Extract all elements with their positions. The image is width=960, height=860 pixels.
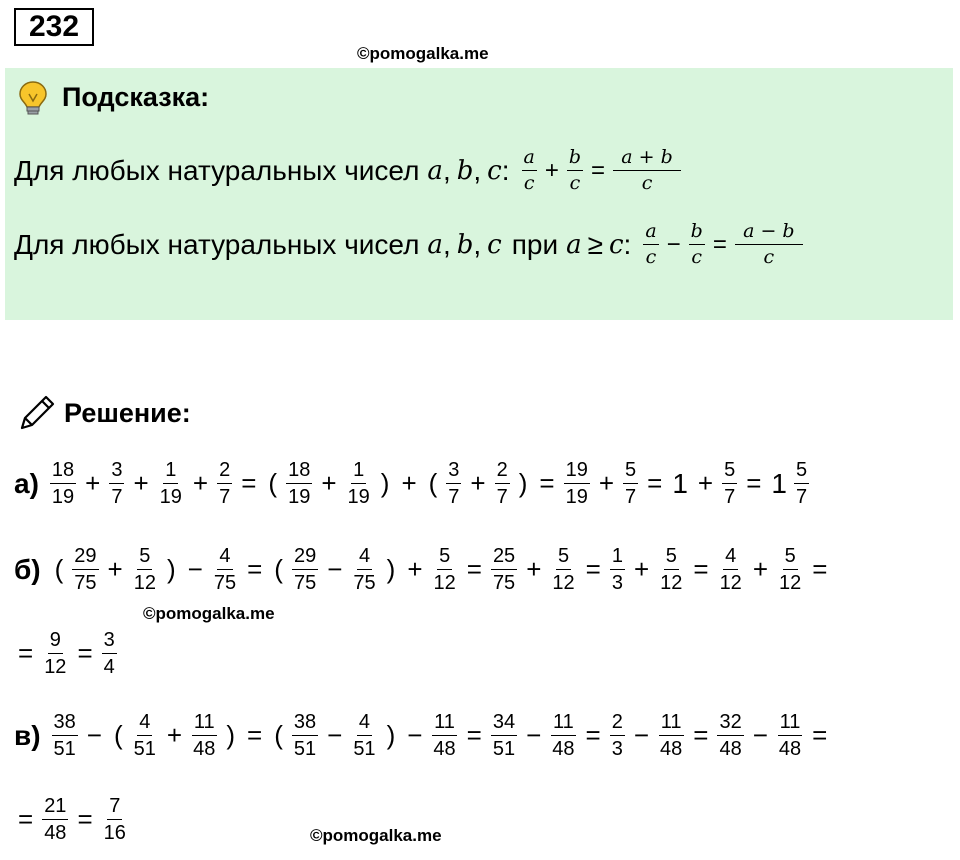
operator: = — [585, 554, 601, 584]
fraction — [495, 460, 510, 507]
operator: − — [752, 720, 768, 750]
denominator: 16 — [103, 822, 126, 844]
fraction — [102, 796, 128, 843]
var-c: c — [487, 229, 502, 260]
operator: − — [327, 554, 343, 584]
colon: : — [623, 228, 632, 260]
hint-line-1 — [14, 148, 684, 193]
denominator: 48 — [552, 738, 575, 760]
numerator: 4 — [357, 546, 372, 570]
expression-v-cont — [12, 796, 131, 843]
operator: + — [470, 468, 486, 498]
numerator: 25 — [491, 546, 517, 570]
fraction — [550, 712, 576, 759]
denominator: 75 — [293, 572, 317, 594]
fraction — [431, 712, 457, 759]
operator: = — [693, 720, 709, 750]
operator: ( — [274, 720, 283, 750]
denominator: 19 — [565, 486, 588, 508]
operator: − — [407, 720, 423, 750]
fraction: $\frac{a}{c}$ — [645, 220, 657, 268]
numerator: 1 — [163, 460, 178, 484]
fraction: $\frac{a}{c}$ — [523, 146, 535, 194]
denominator: 7 — [111, 486, 123, 508]
numerator: 2 — [495, 460, 510, 484]
hint-line-2 — [14, 222, 806, 267]
numerator: 29 — [72, 546, 98, 570]
fraction — [777, 712, 803, 759]
denominator: 12 — [779, 572, 802, 594]
denominator: 3 — [611, 738, 623, 760]
operator: + — [598, 468, 615, 498]
denominator: 12 — [433, 572, 456, 594]
numerator: 11 — [551, 712, 576, 736]
operator: ( — [274, 554, 283, 584]
operator: ( — [268, 468, 278, 498]
whole-number: 1 — [672, 467, 688, 499]
fraction — [158, 460, 184, 507]
operator: + — [401, 468, 417, 498]
fraction — [191, 712, 217, 759]
expression-b — [49, 546, 834, 593]
fraction — [610, 546, 625, 593]
fraction — [50, 460, 76, 507]
denominator: 75 — [213, 572, 237, 594]
operator: = — [241, 468, 257, 498]
operator: + — [166, 720, 183, 750]
fraction — [102, 630, 117, 677]
operator: ) — [386, 554, 396, 584]
operator: = — [693, 554, 709, 584]
operator: = — [77, 638, 93, 668]
numerator: 18 — [50, 460, 76, 484]
fraction — [42, 630, 68, 677]
fraction — [777, 546, 803, 593]
operator: − — [86, 720, 102, 750]
operator: + — [407, 554, 423, 584]
fraction — [658, 546, 684, 593]
numerator: 2 — [610, 712, 625, 736]
colon: : — [501, 154, 510, 186]
fraction — [491, 712, 517, 759]
fraction — [351, 546, 377, 593]
operator: ) — [386, 720, 396, 750]
hint-line-2-text: Для любых натуральных чисел — [14, 228, 420, 260]
operator: + — [133, 468, 149, 498]
operator: = — [18, 638, 34, 668]
comma: , — [473, 228, 482, 260]
var-c: c — [487, 155, 502, 186]
var-b: b — [456, 155, 474, 186]
solution-line-v-cont — [12, 796, 131, 843]
denominator: 51 — [53, 738, 76, 760]
denominator: 7 — [625, 486, 637, 508]
item-label-b: б) — [14, 553, 41, 585]
fraction — [212, 546, 238, 593]
numerator: 29 — [292, 546, 318, 570]
numerator: 5 — [664, 546, 679, 570]
denominator: 4 — [103, 656, 115, 678]
operator: − — [187, 554, 203, 584]
numerator: 5 — [556, 546, 571, 570]
denominator: 12 — [552, 572, 575, 594]
fraction — [722, 460, 737, 507]
numerator: 5 — [137, 546, 152, 570]
operator: + — [85, 468, 101, 498]
fraction — [52, 712, 78, 759]
fraction — [351, 712, 377, 759]
operator: + — [321, 468, 337, 498]
expression-b-cont — [12, 630, 120, 677]
fraction — [491, 546, 517, 593]
numerator: 11 — [432, 712, 457, 736]
operator: = — [247, 554, 263, 584]
denominator: 7 — [724, 486, 736, 508]
operator: + — [192, 468, 209, 498]
numerator: 3 — [102, 630, 117, 654]
fraction — [718, 546, 744, 593]
numerator: 18 — [286, 460, 312, 484]
numerator: 32 — [717, 712, 743, 736]
fraction — [217, 460, 232, 507]
denominator: 7 — [448, 486, 460, 508]
denominator: 7 — [496, 486, 508, 508]
fraction: $\frac{a - b}{c}$ — [735, 222, 803, 267]
numerator: 1 — [610, 546, 625, 570]
fraction — [286, 460, 312, 507]
denominator: 19 — [347, 486, 370, 508]
fraction — [42, 796, 68, 843]
numerator: 7 — [107, 796, 122, 820]
denominator: 51 — [293, 738, 317, 760]
operator: ( — [113, 720, 123, 750]
comma: , — [442, 228, 451, 260]
comma: , — [473, 154, 482, 186]
operator: − — [526, 720, 542, 750]
operator: = — [247, 720, 263, 750]
lightbulb-icon — [18, 80, 48, 116]
fraction: $\frac{b}{c}$ — [568, 146, 582, 194]
solution-title: Решение: — [64, 398, 191, 428]
numerator: 2 — [217, 460, 232, 484]
operator: = — [812, 720, 828, 750]
watermark-mid: ©pomogalka.me — [143, 604, 275, 623]
fraction — [132, 712, 158, 759]
fraction — [623, 460, 638, 507]
fraction: $\frac{b}{c}$ — [690, 220, 703, 268]
operator: = — [539, 468, 555, 498]
denominator: 12 — [44, 656, 67, 678]
fraction — [132, 546, 158, 593]
denominator: 48 — [778, 738, 802, 760]
denominator: 51 — [492, 738, 516, 760]
operator: = — [712, 230, 727, 258]
operator: + — [697, 468, 714, 498]
item-label-v: в) — [14, 719, 41, 751]
numerator: 9 — [48, 630, 63, 654]
operator: ( — [428, 468, 438, 498]
denominator: 75 — [74, 572, 97, 594]
denominator: 12 — [660, 572, 683, 594]
operator: + — [107, 554, 123, 584]
numerator: 5 — [623, 460, 638, 484]
hint-line-1-text: Для любых натуральных чисел — [14, 154, 420, 186]
denominator: 51 — [133, 738, 156, 760]
fraction — [658, 712, 684, 759]
pencil-icon — [16, 392, 58, 434]
fraction — [564, 460, 590, 507]
operator: + — [633, 554, 650, 584]
denominator: 51 — [353, 738, 376, 760]
operator: − — [633, 720, 650, 750]
comma: , — [442, 154, 451, 186]
numerator: 19 — [564, 460, 590, 484]
var-a: a — [427, 229, 443, 260]
denominator: 48 — [44, 822, 67, 844]
fraction — [794, 460, 809, 507]
numerator: 38 — [292, 712, 318, 736]
solution-line-b — [14, 546, 833, 593]
item-label-a: а) — [14, 467, 39, 499]
operator: = — [812, 554, 828, 584]
denominator: 48 — [719, 738, 742, 760]
operator: − — [327, 720, 343, 750]
operator: ) — [518, 468, 528, 498]
fraction — [610, 712, 625, 759]
fraction — [292, 712, 318, 759]
ge-sign: ≥ — [587, 228, 603, 260]
denominator: 75 — [492, 572, 516, 594]
solution-line-v — [14, 712, 833, 759]
var-a: a — [566, 229, 582, 260]
numerator: 11 — [192, 712, 217, 736]
operator: = — [466, 554, 482, 584]
numerator: 4 — [137, 712, 152, 736]
numerator: 34 — [491, 712, 517, 736]
numerator: 11 — [778, 712, 803, 736]
hint-title: Подсказка: — [62, 82, 210, 112]
expression-a — [47, 460, 812, 507]
numerator: 5 — [794, 460, 809, 484]
problem-number: 232 — [14, 8, 94, 46]
fraction — [109, 460, 124, 507]
operator: = — [18, 804, 34, 834]
var-c: c — [608, 229, 624, 260]
numerator: 5 — [437, 546, 452, 570]
fraction — [717, 712, 743, 759]
var-b: b — [456, 229, 474, 260]
denominator: 7 — [219, 486, 231, 508]
operator: = — [585, 720, 601, 750]
denominator: 12 — [719, 572, 742, 594]
operator: = — [647, 468, 663, 498]
solution-line-b-cont — [12, 630, 120, 677]
denominator: 3 — [611, 572, 623, 594]
operator: = — [591, 156, 606, 184]
fraction: $\frac{a + b}{c}$ — [613, 148, 681, 193]
fraction — [292, 546, 318, 593]
denominator: 12 — [133, 572, 156, 594]
numerator: 1 — [351, 460, 366, 484]
operator: ) — [166, 554, 176, 584]
fraction — [346, 460, 372, 507]
denominator: 7 — [796, 486, 808, 508]
numerator: 3 — [109, 460, 124, 484]
operator: + — [544, 156, 559, 184]
var-a: a — [427, 155, 443, 186]
fraction — [432, 546, 458, 593]
numerator: 11 — [659, 712, 684, 736]
operator: − — [666, 230, 681, 258]
expression-v — [49, 712, 834, 759]
watermark-top: ©pomogalka.me — [357, 44, 489, 63]
operator: + — [752, 554, 768, 584]
denominator: 48 — [193, 738, 216, 760]
watermark-bottom: ©pomogalka.me — [310, 826, 442, 845]
numerator: 4 — [217, 546, 232, 570]
operator: ) — [380, 468, 390, 498]
denominator: 48 — [433, 738, 456, 760]
denominator: 19 — [288, 486, 311, 508]
whole-number: 1 — [771, 467, 787, 499]
condition-word: при — [511, 228, 559, 260]
solution-line-a — [14, 460, 812, 507]
numerator: 3 — [446, 460, 461, 484]
numerator: 4 — [357, 712, 372, 736]
operator: = — [466, 720, 482, 750]
operator: + — [526, 554, 542, 584]
numerator: 38 — [52, 712, 78, 736]
operator: ) — [226, 720, 236, 750]
operator: = — [746, 468, 762, 498]
operator: = — [77, 804, 93, 834]
operator: ( — [54, 554, 64, 584]
numerator: 5 — [722, 460, 737, 484]
numerator: 5 — [783, 546, 798, 570]
denominator: 48 — [660, 738, 683, 760]
numerator: 4 — [723, 546, 738, 570]
fraction — [550, 546, 576, 593]
denominator: 75 — [353, 572, 376, 594]
denominator: 19 — [51, 486, 75, 508]
denominator: 19 — [159, 486, 182, 508]
fraction — [446, 460, 461, 507]
numerator: 21 — [42, 796, 68, 820]
fraction — [72, 546, 98, 593]
